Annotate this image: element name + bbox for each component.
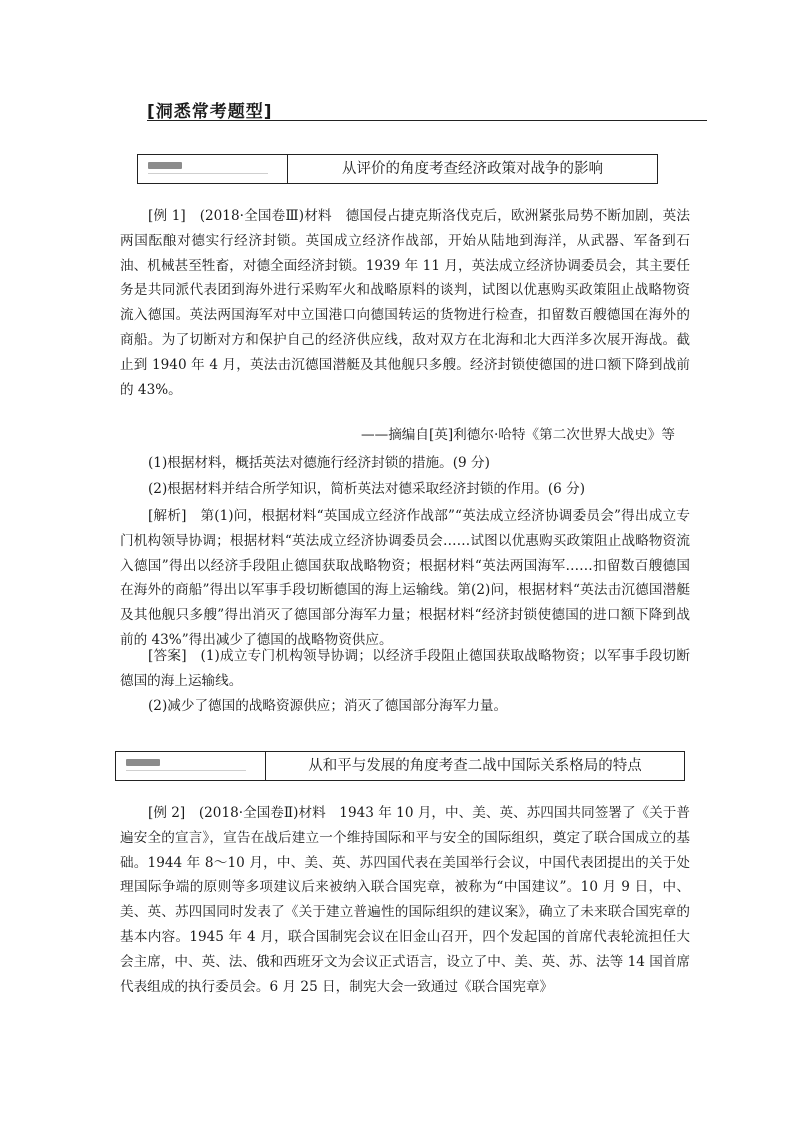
example1-question-1: (1)根据材料，概括英法对德施行经济封锁的措施。(9 分) (148, 455, 490, 471)
tag-pill (148, 162, 182, 169)
example1-source: ——摘编自[英]利德尔·哈特《第二次世界大战史》等 (361, 427, 675, 443)
section-rule (147, 120, 707, 121)
example1-material: [例 1] (2018·全国卷Ⅲ)材料 德国侵占捷克斯洛伐克后，欧洲紧张局势不断加剧，英法两国酝酿对德实行经济封锁。英国成立经济作战部，开始从陆地到海洋，从武器、军备到石油、机械甚至牲畜，对德全面经济封锁。1939 年 11 月，英法成立经济协调委员会，其主要任务是共同派代表团到海外进行采购军火和战略原料的谈判，试图以优惠购买政策阻止战略物资流入德国。英法两国海军对中立国港口向德国转运的货物进行检查，扣留数百艘德国在海外的商船。为了切断对方和保护自己的经济供应线，敌对双方在北海和北大西洋多次展开海战。截止到 1940 年 4 月，英法击沉德国潜艇及其他舰只多艘。经济封锁使德国的进口额下降到战前的 43%。 (120, 208, 690, 398)
topic-tag-2 (116, 752, 266, 780)
example1-analysis: [解析] 第(1)问，根据材料“英国成立经济作战部”“英法成立经济协调委员会”得出成立专门机构领导协调；根据材料“英法成立经济协调委员会……试图以优惠购买政策阻止战略物资流入德国”得出以经济手段阻止德国获取战略物资；根据材料“英法两国海军……扣留数百艘德国在海外的商船”得出以军事手段切断德国的海上运输线。第(2)问，根据材料“英法击沉德国潜艇及其他舰只多艘”得出消灭了德国部分海军力量；根据材料“经济封锁使德国的进口额下降到战前的 43%”得出减少了德国的战略物资供应。 (120, 508, 690, 648)
tag-underline (148, 173, 268, 174)
example2-material: [例 2] (2018·全国卷Ⅱ)材料 1943 年 10 月，中、美、英、苏四国共同签署了《关于普遍安全的宣言》，宣告在战后建立一个维持国际和平与安全的国际组织，奠定了联合国成立的基础。1944 年 8～10 月，中、美、英、苏四国代表在美国举行会议，中国代表团提出的关于处理国际争端的原则等多项建议后来被纳入联合国宪章，被称为“中国建议”。10 月 9 日，中、美、英、苏四国同时发表了《关于建立普遍性的国际组织的建议案》，确立了未来联合国宪章的基本内容。1945 年 4 月，联合国制宪会议在旧金山召开，四个发起国的首席代表轮流担任大会主席，中、英、法、俄和西班牙文为会议正式语言，设立了中、美、英、苏、法等 14 国首席代表组成的执行委员会。6 月 25 日，制宪大会一致通过《联合国宪章》 (120, 805, 690, 995)
topic-box-1 (137, 154, 658, 184)
topic-title-1: 从评价的角度考查经济政策对战争的影响 (342, 161, 603, 177)
topic-box-2 (115, 751, 685, 781)
example1-question-2: (2)根据材料并结合所学知识，简析英法对德采取经济封锁的作用。(6 分) (148, 481, 586, 497)
topic-title-2: 从和平与发展的角度考查二战中国际关系格局的特点 (308, 758, 642, 774)
topic-tag-1 (138, 155, 288, 183)
tag-underline (126, 770, 246, 771)
example1-answer-2: (2)减少了德国的战略资源供应；消灭了德国部分海军力量。 (148, 698, 508, 714)
section-heading: [洞悉常考题型] (147, 102, 273, 122)
tag-pill (126, 759, 160, 766)
example1-answer-1: [答案] (1)成立专门机构领导协调；以经济手段阻止德国获取战略物资；以军事手段切断德国的海上运输线。 (120, 648, 690, 689)
